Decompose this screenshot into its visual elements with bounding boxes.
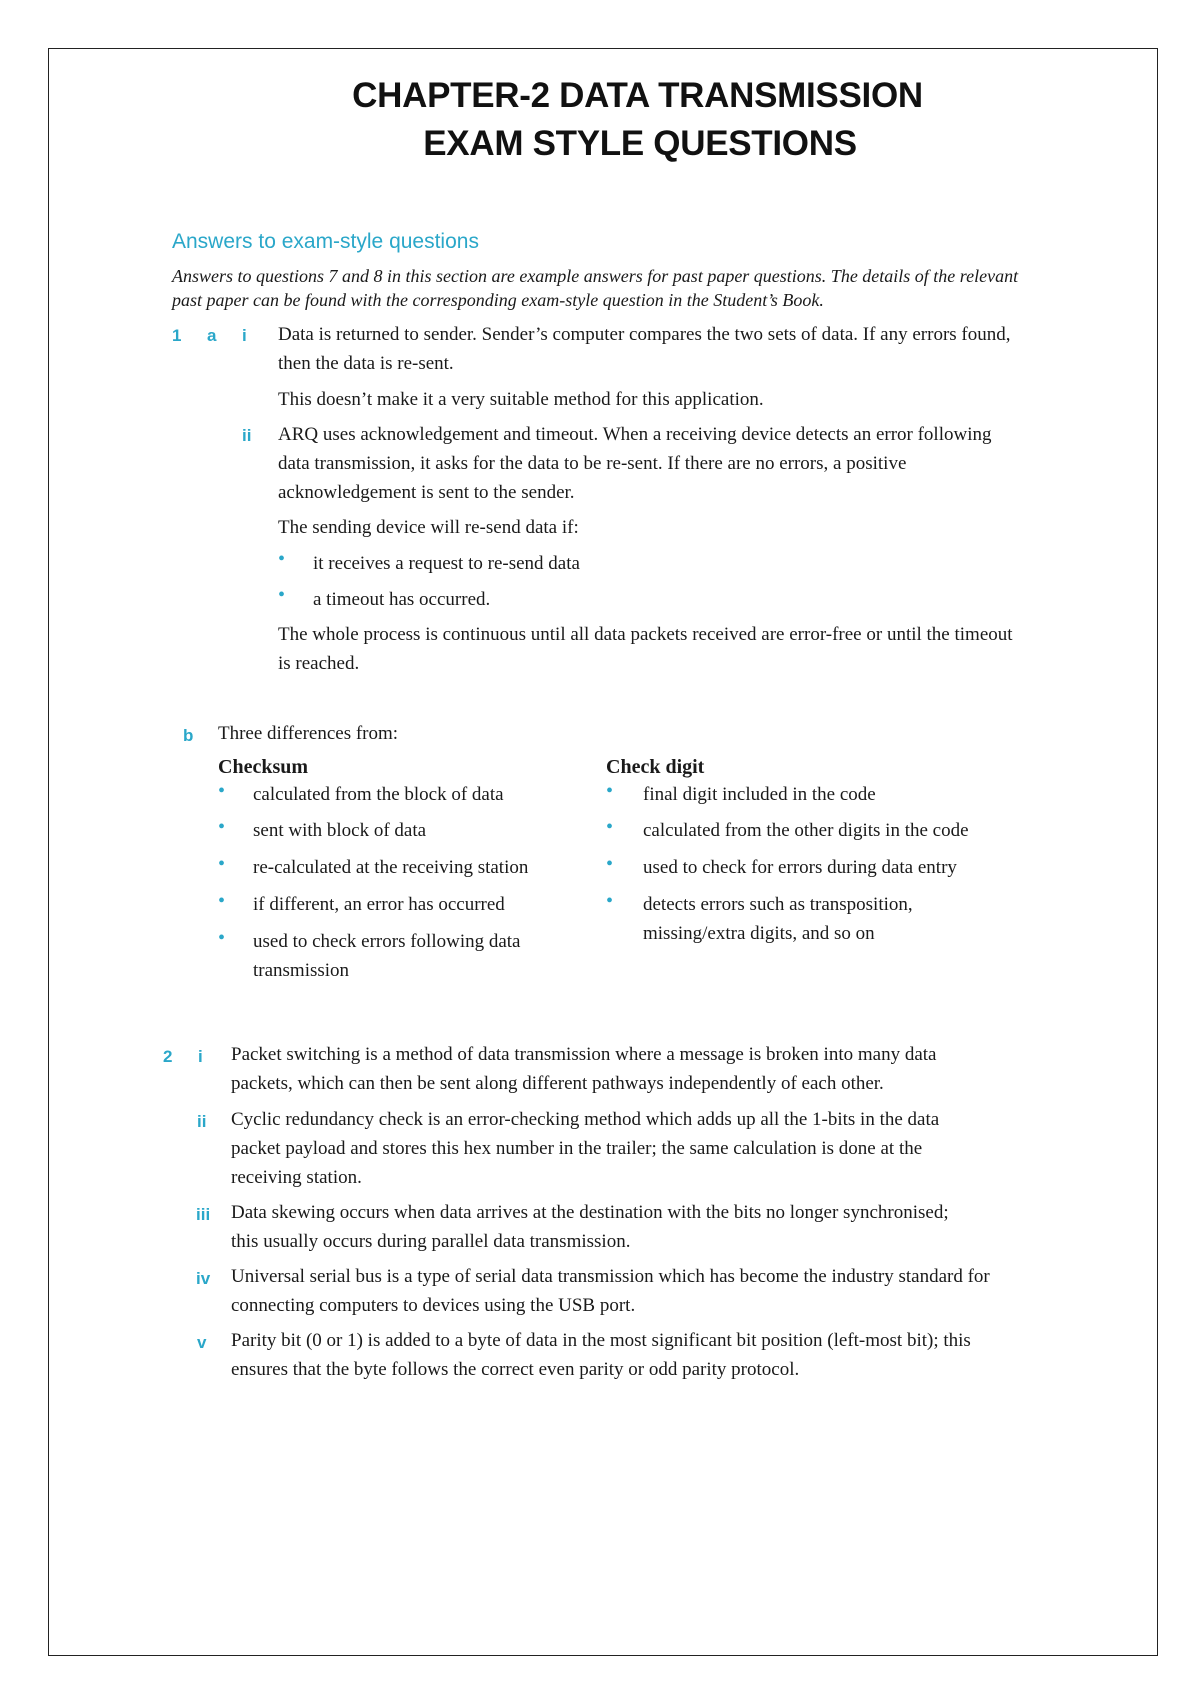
- q2-item-label: i: [198, 1047, 203, 1066]
- q1-part-a-label: a: [207, 326, 217, 345]
- bullet-icon: •: [218, 853, 226, 875]
- bullet-icon: •: [606, 890, 614, 912]
- q2-item-text: Universal serial bus is a type of serial data transmission which has become the industry standard for connecting computers to devices using the USB port.: [231, 1266, 990, 1316]
- q1-part-b-label: b: [183, 726, 194, 745]
- q1-a-ii-text: ARQ uses acknowledgement and timeout. When a receiving device detects an error following data transmission, it asks for the data to be re-sent. If there are no errors, a positive acknowledgement is sent to the sender.: [278, 424, 992, 503]
- q2-number: 2: [163, 1047, 173, 1066]
- checkdigit-item: used to check for errors during data entry: [643, 857, 957, 878]
- bullet-icon: •: [218, 927, 226, 949]
- q1-number: 1: [172, 326, 182, 345]
- bullet-icon: •: [218, 780, 226, 802]
- q1-a-ii-lead: The sending device will re-send data if:: [278, 517, 579, 538]
- checksum-item: calculated from the block of data: [253, 784, 504, 805]
- checkdigit-item: detects errors such as transposition, missing/extra digits, and so on: [643, 894, 913, 944]
- q1-a-i-text: Data is returned to sender. Sender’s computer compares the two sets of data. If any errors found, then the data is re-sent.: [278, 324, 1011, 374]
- checksum-heading: Checksum: [218, 756, 309, 778]
- bullet-icon: •: [278, 548, 286, 570]
- checkdigit-item: final digit included in the code: [643, 784, 876, 805]
- checksum-item: re-calculated at the receiving station: [253, 857, 529, 878]
- section-heading: Answers to exam-style questions: [172, 230, 479, 253]
- bullet-icon: •: [606, 816, 614, 838]
- checkdigit-heading: Check digit: [606, 756, 705, 778]
- q2-item-text: Packet switching is a method of data transmission where a message is broken into many data packets, which can then be sent along different pathways independently of each other.: [231, 1044, 937, 1094]
- q1-a-ii-conclusion: The whole process is continuous until all data packets received are error-free or until the timeout is reached.: [278, 624, 1013, 674]
- checksum-item: if different, an error has occurred: [253, 894, 505, 915]
- page-title: CHAPTER-2 DATA TRANSMISSION: [352, 76, 923, 115]
- q2-item-label: iii: [196, 1205, 211, 1224]
- intro-note: Answers to questions 7 and 8 in this section are example answers for past paper questions. The details of the relevant past paper can be found with the corresponding exam-style question in the Student’s Book.: [172, 266, 1019, 310]
- checksum-item: used to check errors following data transmission: [253, 931, 521, 981]
- page-subtitle: EXAM STYLE QUESTIONS: [423, 124, 857, 163]
- q2-item-text: Parity bit (0 or 1) is added to a byte of data in the most significant bit position (left-most bit); this ensures that the byte follows the correct even parity or odd parity protocol.: [231, 1330, 971, 1380]
- bullet-icon: •: [606, 780, 614, 802]
- q1-a-ii-bullet: a timeout has occurred.: [313, 589, 491, 610]
- q1-b-intro: Three differences from:: [218, 723, 399, 744]
- q1-a-ii-bullet: it receives a request to re-send data: [313, 553, 580, 574]
- bullet-icon: •: [218, 816, 226, 838]
- q2-item-text: Data skewing occurs when data arrives at the destination with the bits no longer synchronised; this usually occurs during parallel data transmission.: [231, 1202, 949, 1252]
- q2-item-label: v: [197, 1333, 207, 1352]
- q1-a-ii-label: ii: [242, 426, 252, 445]
- checkdigit-item: calculated from the other digits in the code: [643, 820, 969, 841]
- bullet-icon: •: [218, 890, 226, 912]
- q1-a-i-label: i: [242, 326, 247, 345]
- checksum-item: sent with block of data: [253, 820, 427, 841]
- bullet-icon: •: [606, 853, 614, 875]
- q1-a-i-note: This doesn’t make it a very suitable method for this application.: [278, 389, 764, 410]
- q2-item-text: Cyclic redundancy check is an error-checking method which adds up all the 1-bits in the data packet payload and stores this hex number in the trailer; the same calculation is done at the receiving station.: [231, 1109, 940, 1188]
- q2-item-label: ii: [197, 1112, 207, 1131]
- bullet-icon: •: [278, 584, 286, 606]
- q2-item-label: iv: [196, 1269, 211, 1288]
